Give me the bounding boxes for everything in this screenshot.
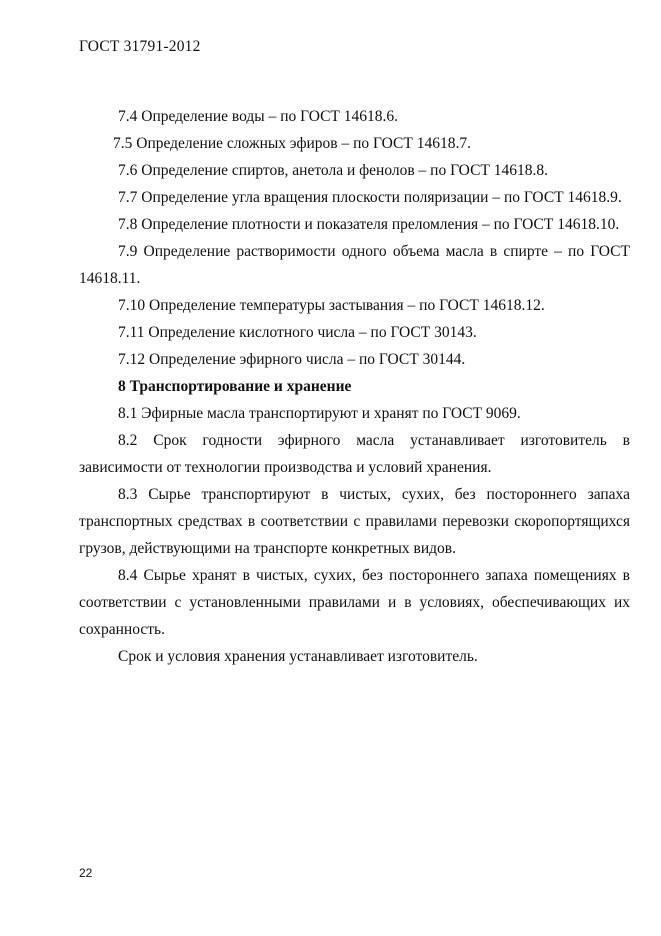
paragraph-7-8: 7.8 Определение плотности и показателя преломления – по ГОСТ 14618.10.: [118, 216, 620, 233]
paragraph-7-10: 7.10 Определение температуры застывания – по ГОСТ 14618.12.: [118, 297, 545, 314]
paragraph-8-2: 8.2 Срок годности эфирного масла устанавливает изготовитель в зависимости от технологии производства и условий хранения.: [79, 432, 630, 476]
paragraph-7-12: 7.12 Определение эфирного числа – по ГОСТ 30144.: [118, 351, 466, 368]
paragraph-7-5: 7.5 Определение сложных эфиров – по ГОСТ 14618.7.: [113, 135, 471, 152]
section-heading-8: 8 Транспортирование и хранение: [118, 378, 352, 395]
paragraph-storage-terms: Срок и условия хранения устанавливает изготовитель.: [118, 648, 478, 665]
paragraph-8-4: 8.4 Сырье хранят в чистых, сухих, без постороннего запаха помещениях в соответствии с установленными правилами и в условиях, обеспечивающих их сохранность.: [79, 567, 630, 638]
paragraph-8-1: 8.1 Эфирные масла транспортируют и хранят по ГОСТ 9069.: [118, 405, 521, 422]
paragraph-8-3: 8.3 Сырье транспортируют в чистых, сухих, без постороннего запаха транспортных средствах в соответствии с правилами перевозки скоропортящихся грузов, действующими на транспорте конкретных видов.: [79, 486, 630, 557]
paragraph-7-11: 7.11 Определение кислотного числа – по ГОСТ 30143.: [118, 324, 477, 341]
standard-header: ГОСТ 31791-2012: [79, 38, 201, 55]
page-number: 22: [79, 866, 93, 880]
paragraph-7-9: 7.9 Определение растворимости одного объема масла в спирте – по ГОСТ 14618.11.: [79, 243, 630, 287]
paragraph-7-6: 7.6 Определение спиртов, анетола и фенолов – по ГОСТ 14618.8.: [118, 162, 548, 179]
document-body: [79, 103, 630, 670]
paragraph-7-4: 7.4 Определение воды – по ГОСТ 14618.6.: [118, 108, 399, 125]
paragraph-7-7: 7.7 Определение угла вращения плоскости поляризации – по ГОСТ 14618.9.: [118, 189, 622, 206]
